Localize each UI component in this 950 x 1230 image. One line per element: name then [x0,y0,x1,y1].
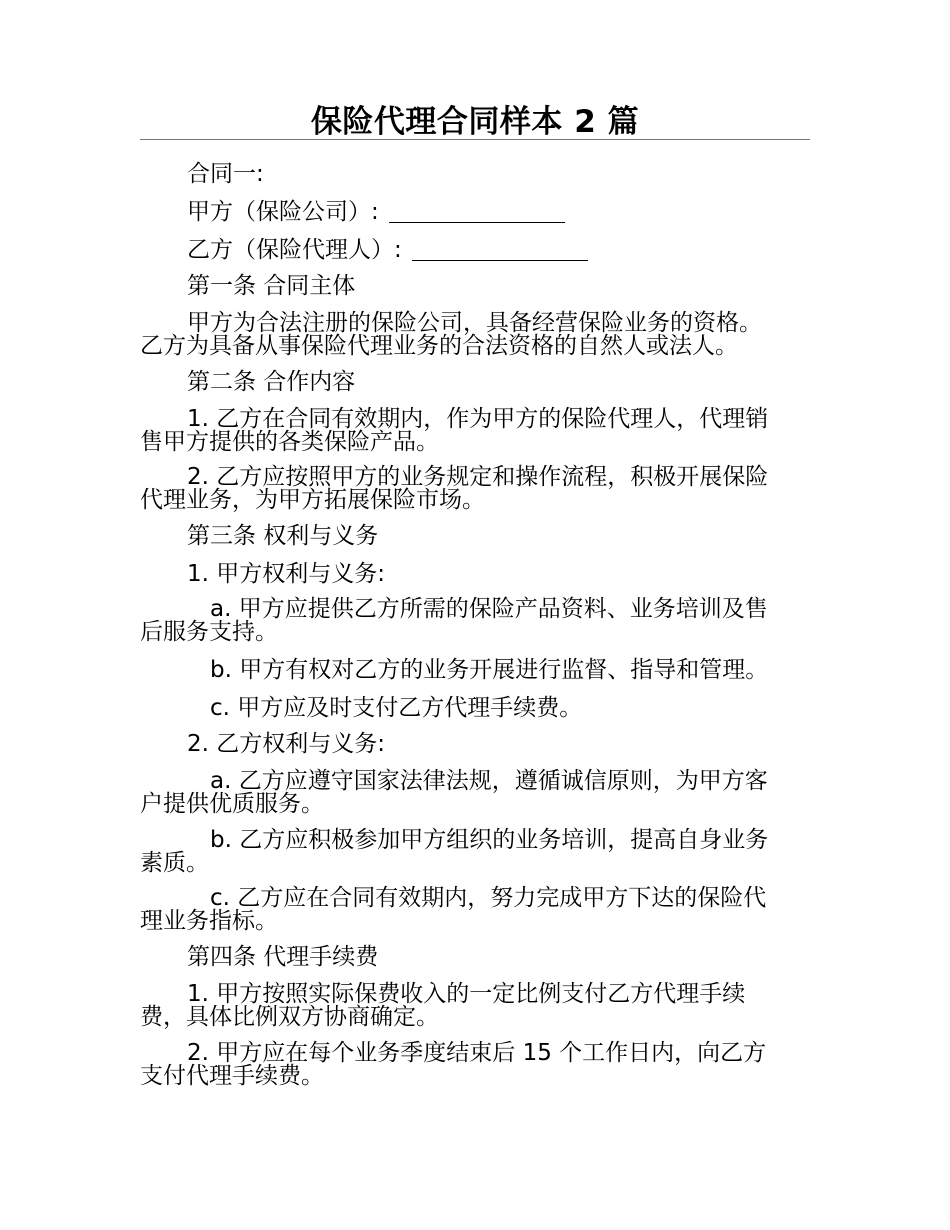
article-3-s2b-line2: 素质。 [140,850,209,876]
article-3-s1a-line2: 后服务支持。 [140,619,278,645]
article-2-item1-line2: 售甲方提供的各类保险产品。 [140,429,439,455]
article-3-s2c-line1: c. 乙方应在合同有效期内，努力完成甲方下达的保险代 [210,885,767,911]
party-b-blank [412,238,588,261]
article-3-title: 第三条 权利与义务 [187,523,379,549]
article-3-s1c: c. 甲方应及时支付乙方代理手续费。 [210,695,583,721]
document-title: 保险代理合同样本 2 篇 [310,104,640,140]
article-1-para-line2: 乙方为具备从事保险代理业务的合法资格的自然人或法人。 [140,333,738,359]
article-3-section1: 1. 甲方权利与义务: [187,561,386,587]
article-3-s2b-line1: b. 乙方应积极参加甲方组织的业务培训，提高自身业务 [210,827,769,853]
contract-heading: 合同一: [187,161,264,187]
party-b-line [140,238,857,262]
article-4-title: 第四条 代理手续费 [187,944,379,970]
article-3-s2a-line2: 户提供优质服务。 [140,791,324,817]
article-2-item2-line1: 2. 乙方应按照甲方的业务规定和操作流程，积极开展保险 [187,464,769,490]
title-underline [140,139,810,140]
article-3-section2: 2. 乙方权利与义务: [187,731,386,757]
article-1-title: 第一条 合同主体 [187,273,356,299]
article-4-item2-line2: 支付代理手续费。 [140,1063,324,1089]
article-2-item2-line2: 代理业务，为甲方拓展保险市场。 [140,487,485,513]
article-3-s2a-line1: a. 乙方应遵守国家法律法规，遵循诚信原则，为甲方客 [210,768,768,794]
article-3-s1b: b. 甲方有权对乙方的业务开展进行监督、指导和管理。 [210,657,769,683]
party-b-label: 乙方（保险代理人）: [187,237,402,263]
article-2-item1-line1: 1. 乙方在合同有效期内，作为甲方的保险代理人，代理销 [187,406,769,432]
article-4-item1-line2: 费，具体比例双方协商确定。 [140,1004,439,1030]
party-a-line [140,200,857,224]
article-2-title: 第二条 合作内容 [187,369,356,395]
party-a-blank [389,200,565,223]
article-4-item2-line1: 2. 甲方应在每个业务季度结束后 15 个工作日内，向乙方 [187,1040,767,1066]
party-a-label: 甲方（保险公司）: [187,199,379,225]
article-3-s2c-line2: 理业务指标。 [140,908,278,934]
article-4-item1-line1: 1. 甲方按照实际保费收入的一定比例支付乙方代理手续 [187,981,746,1007]
article-1-para-line1: 甲方为合法注册的保险公司，具备经营保险业务的资格。 [187,310,762,336]
article-3-s1a-line1: a. 甲方应提供乙方所需的保险产品资料、业务培训及售 [210,596,768,622]
